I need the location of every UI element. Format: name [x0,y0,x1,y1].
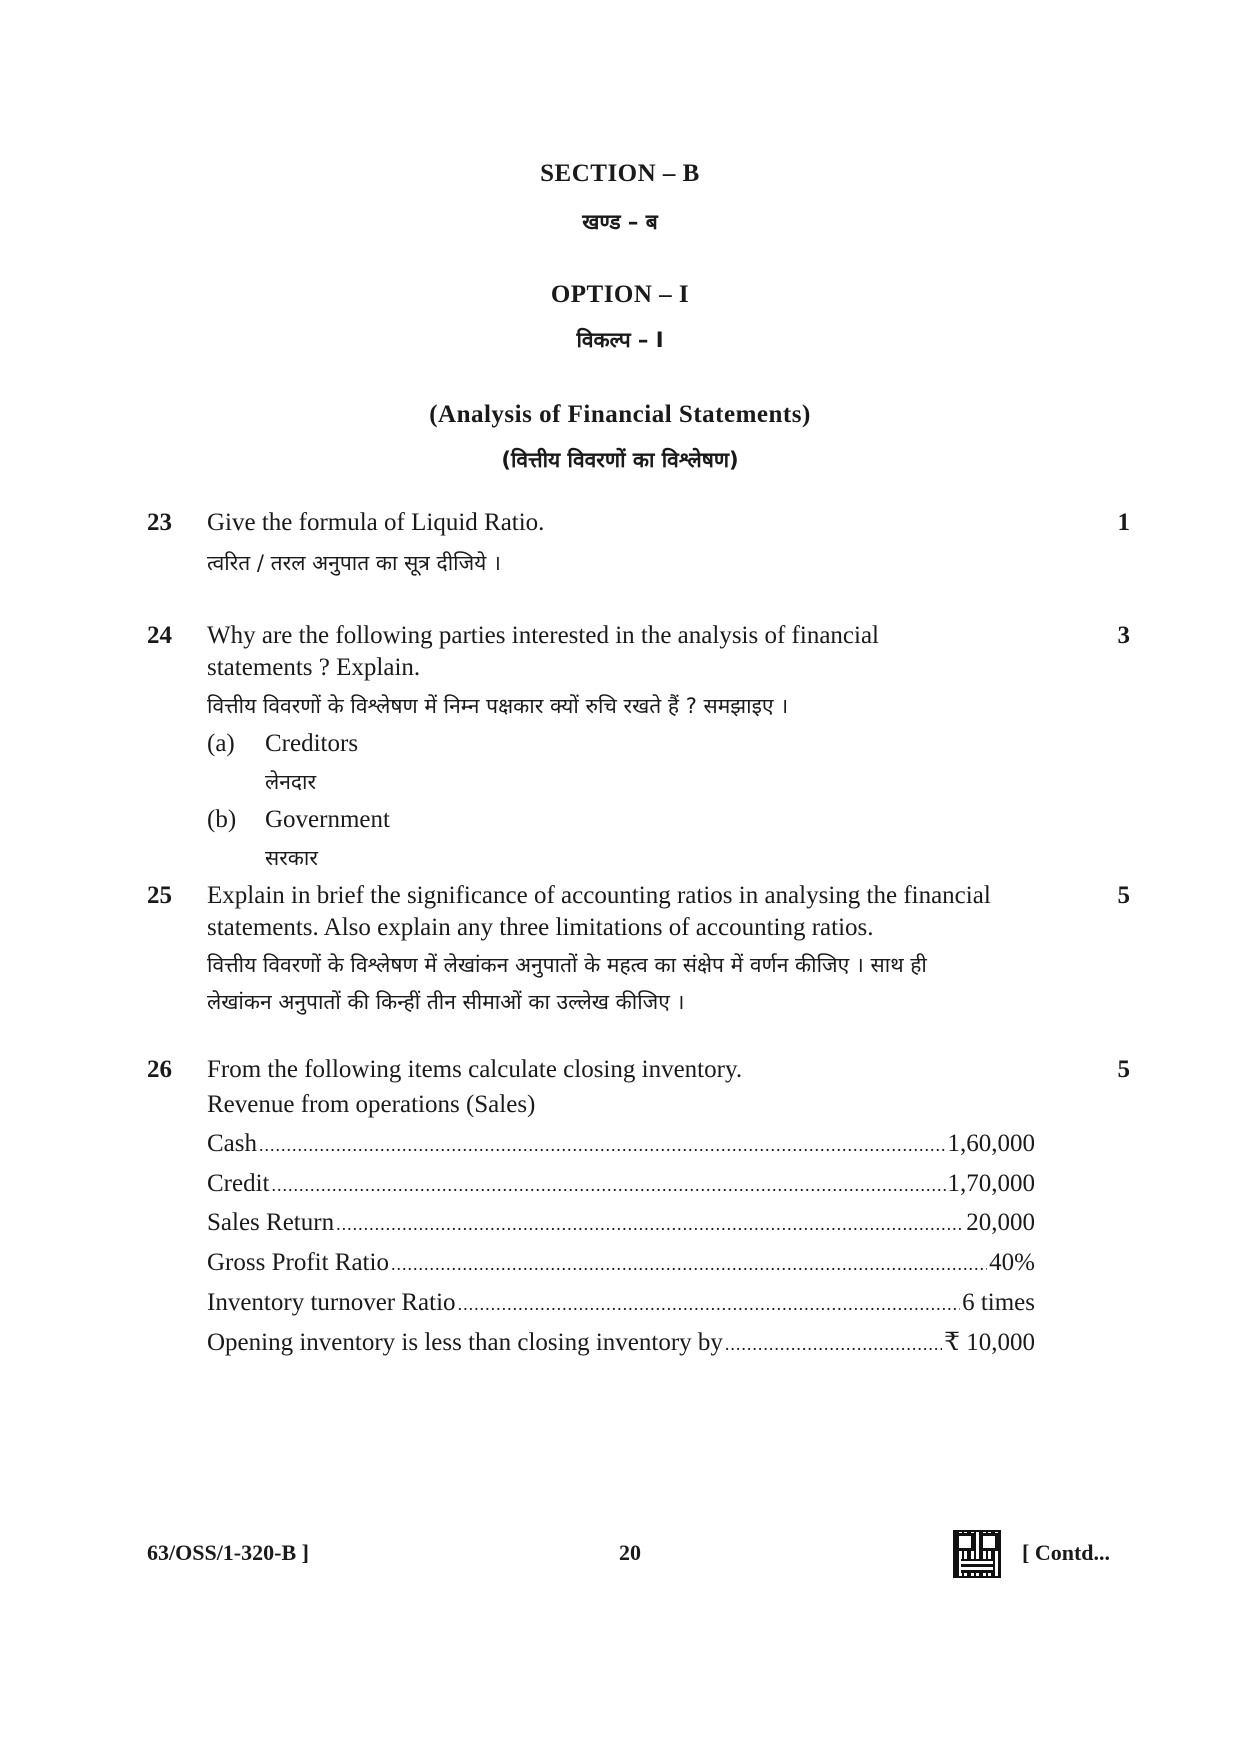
items-subheading: Revenue from operations (Sales) [207,1091,536,1118]
question-number: 26 [147,1056,172,1083]
sub-part-label: (b) [207,806,237,833]
option-title-hindi: विकल्प – I [576,328,664,352]
leader-dots [336,1207,964,1241]
question-marks: 3 [1117,622,1130,649]
question-text: Explain in brief the significance of accounting ratios in analysing the financial [207,882,991,909]
section-title: SECTION – B [540,160,700,187]
leader-dots [458,1287,961,1321]
question-text: statements ? Explain. [207,654,421,681]
leader-dots [391,1247,987,1281]
question-marks: 5 [1117,882,1130,909]
question-text: Why are the following parties interested in the analysis of financial [207,622,879,649]
leader-dots [272,1168,946,1202]
question-text: From the following items calculate closing inventory. [207,1056,743,1083]
topic-title: (Analysis of Financial Statements) [429,401,811,428]
topic-title-hindi: (वित्तीय विवरणों का विश्लेषण) [501,448,739,472]
item-value: 40% [989,1249,1035,1276]
page-number: 20 [619,1540,641,1565]
question-marks: 1 [1117,509,1130,536]
question-text-hindi: लेखांकन अनुपातों की किन्हीं तीन सीमाओं का उल्लेख कीजिए । [207,990,685,1014]
data-item-row [207,1127,1035,1161]
item-label: Sales Return [207,1209,335,1236]
sub-part-label: (a) [207,730,235,757]
paper-code: 63/OSS/1-320-B ] [147,1540,309,1565]
continued-label: [ Contd... [1022,1540,1111,1565]
item-label: Credit [207,1170,270,1197]
item-label: Cash [207,1130,257,1157]
item-label: Gross Profit Ratio [207,1249,389,1276]
question-marks: 5 [1117,1056,1130,1083]
sub-part-text-hindi: सरकार [265,846,318,870]
data-item-row [207,1206,1035,1240]
data-item-row [207,1167,1035,1201]
question-text-hindi: वित्तीय विवरणों के विश्लेषण में लेखांकन अनुपातों के महत्व का संक्षेप में वर्णन कीजिए । साथ ही [207,953,927,977]
item-value: 20,000 [966,1209,1035,1236]
question-text-hindi: त्वरित / तरल अनुपात का सूत्र दीजिये । [207,551,501,575]
leader-dots [259,1128,946,1162]
item-label: Opening inventory is less than closing inventory by [207,1329,723,1356]
leader-dots [725,1327,942,1361]
question-text: Give the formula of Liquid Ratio. [207,509,545,536]
sub-part-text: Government [265,806,390,833]
data-item-row [207,1246,1035,1280]
question-number: 24 [147,622,172,649]
item-value: 1,70,000 [947,1170,1035,1197]
question-number: 23 [147,509,172,536]
question-text-hindi: वित्तीय विवरणों के विश्लेषण में निम्न पक्षकार क्यों रुचि रखते हैं ? समझाइए । [207,694,789,718]
option-title: OPTION – I [550,281,690,308]
item-value: ₹ 10,000 [944,1329,1035,1356]
item-value: 6 times [962,1289,1035,1316]
data-item-row [207,1326,1035,1360]
section-title-hindi: खण्ड – ब [582,210,658,234]
item-value: 1,60,000 [947,1130,1035,1157]
item-label: Inventory turnover Ratio [207,1289,456,1316]
question-text: statements. Also explain any three limitations of accounting ratios. [207,914,874,941]
question-number: 25 [147,882,172,909]
sub-part-text: Creditors [265,730,359,757]
data-item-row [207,1286,1035,1320]
qr-code-icon [953,1530,1001,1578]
sub-part-text-hindi: लेनदार [265,770,317,794]
